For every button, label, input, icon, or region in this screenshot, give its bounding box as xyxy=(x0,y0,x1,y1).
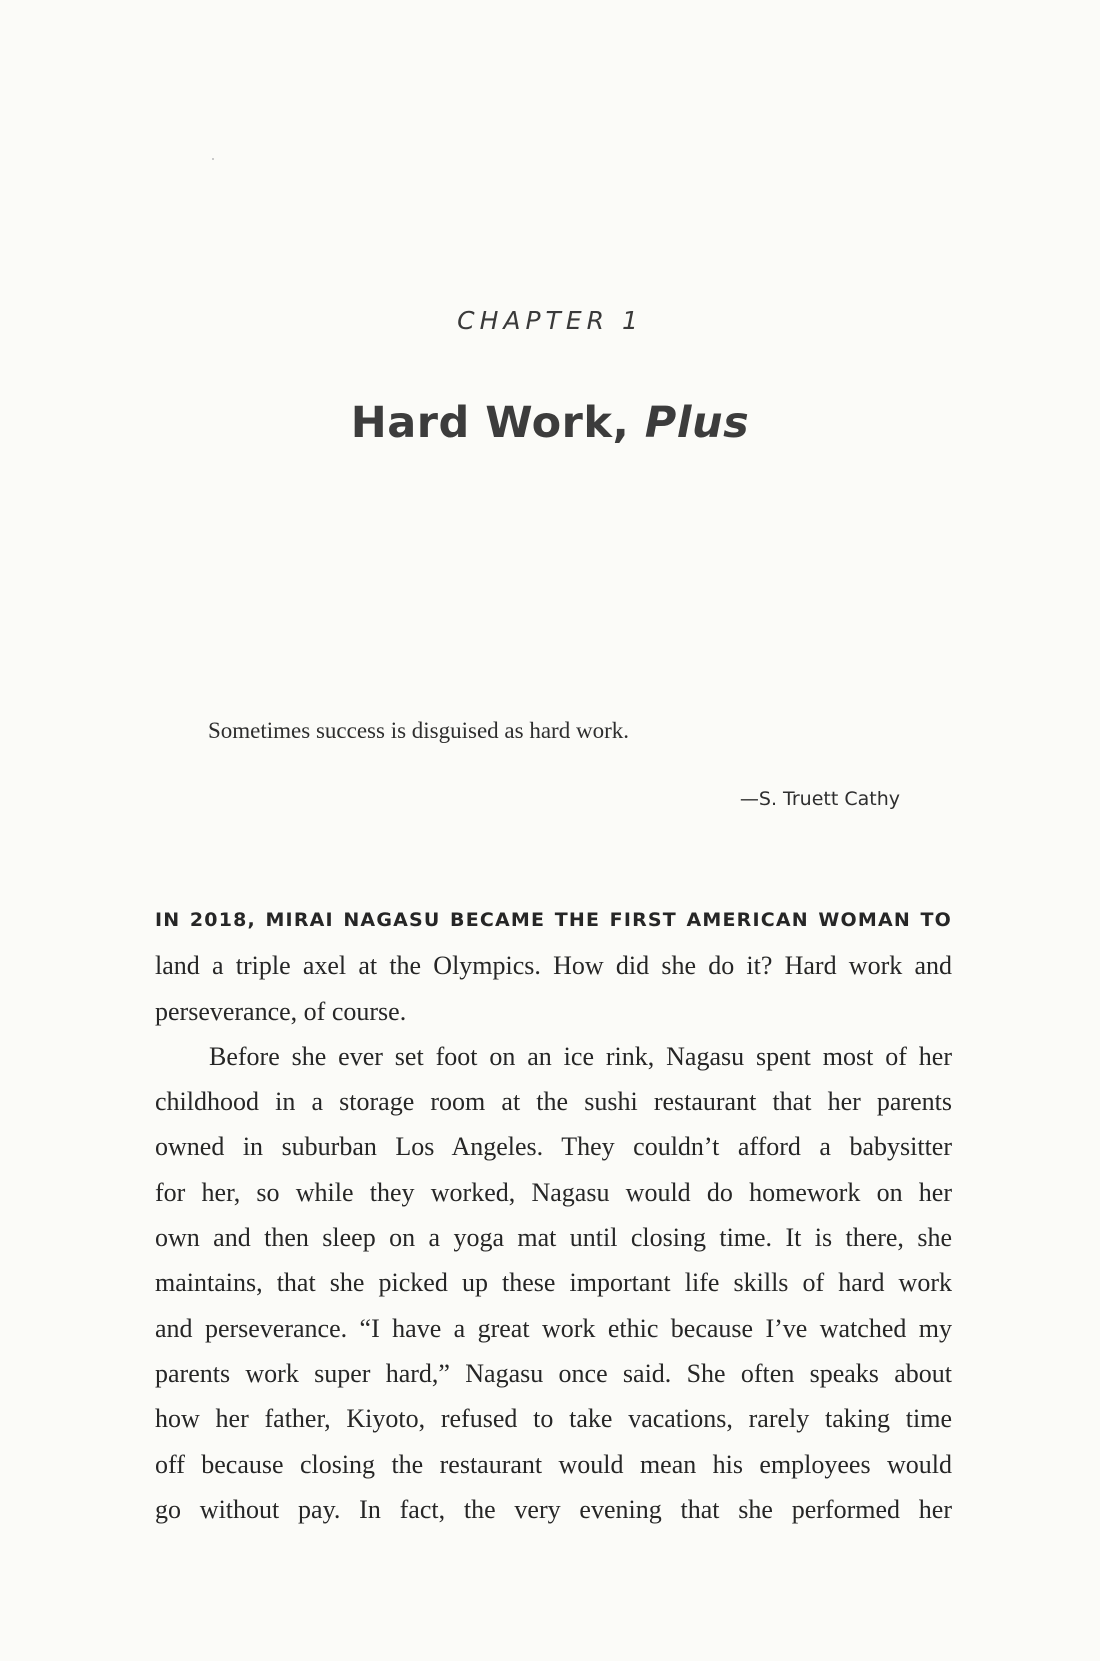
chapter-title xyxy=(0,398,1100,448)
body-line: for her, so while they worked, Nagasu would do homework on her xyxy=(155,1177,952,1207)
body-line: land a triple axel at the Olympics. How did she do it? Hard work and xyxy=(155,951,952,981)
scan-speck xyxy=(212,158,214,160)
body-text xyxy=(155,898,952,1532)
body-line: parents work super hard,” Nagasu once said. She often speaks about xyxy=(155,1358,952,1388)
chapter-title-main: Hard Work, xyxy=(350,398,645,448)
body-line: Before she ever set foot on an ice rink, Nagasu spent most of her xyxy=(209,1041,952,1071)
body-line: perseverance, of course. xyxy=(155,996,407,1026)
body-line: owned in suburban Los Angeles. They couldn’t afford a babysitter xyxy=(155,1132,952,1162)
chapter-title-italic: Plus xyxy=(644,398,750,448)
body-line-lead-in: IN 2018, MIRAI NAGASU BECAME THE FIRST AMERICAN WOMAN TO xyxy=(155,909,952,931)
epigraph-quote: Sometimes success is disguised as hard work. xyxy=(208,718,629,743)
body-line: and perseverance. “I have a great work ethic because I’ve watched my xyxy=(155,1313,952,1343)
body-line: childhood in a storage room at the sushi restaurant that her parents xyxy=(155,1087,952,1117)
body-line: off because closing the restaurant would mean his employees would xyxy=(155,1449,952,1479)
body-line: how her father, Kiyoto, refused to take vacations, rarely taking time xyxy=(155,1404,952,1434)
body-line: go without pay. In fact, the very evening that she performed her xyxy=(155,1494,952,1524)
epigraph-attribution: —S. Truett Cathy xyxy=(739,788,900,810)
body-line: maintains, that she picked up these important life skills of hard work xyxy=(155,1268,952,1298)
chapter-label: CHAPTER 1 xyxy=(457,306,643,335)
body-line: own and then sleep on a yoga mat until closing time. It is there, she xyxy=(155,1223,952,1253)
